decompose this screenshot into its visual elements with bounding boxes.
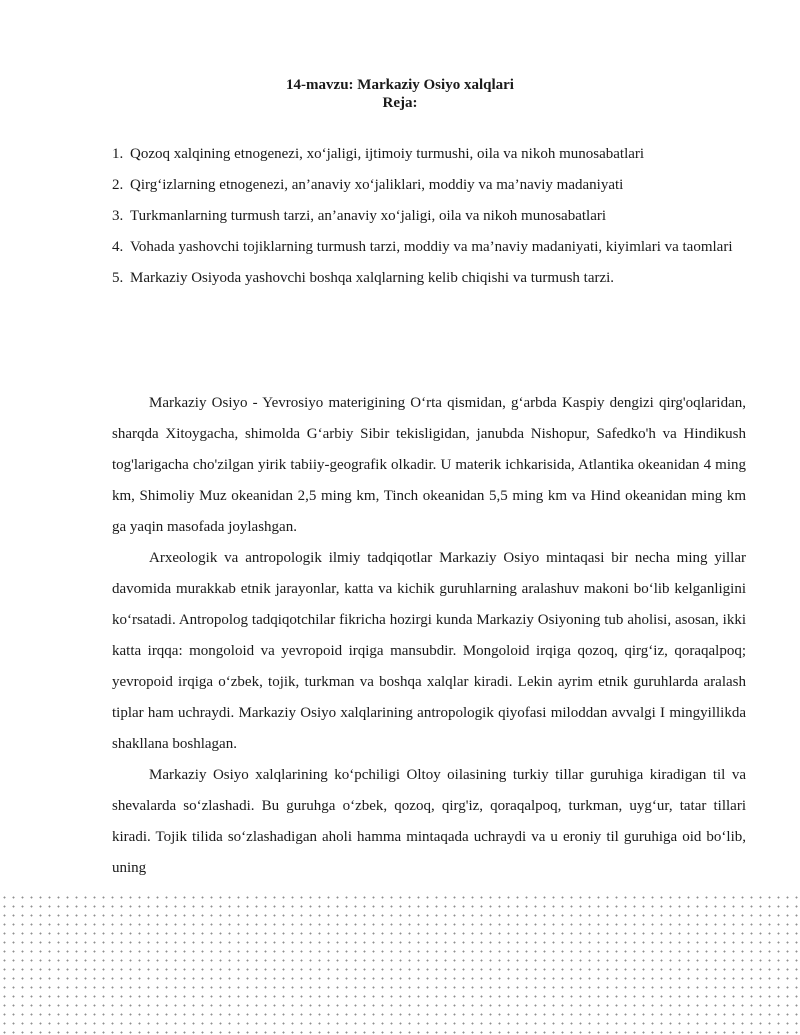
plan-item-text: Qozoq xalqining etnogenezi, xo‘jaligi, ijtimoiy turmushi, oila va nikoh munosabatlari [130, 146, 645, 162]
plan-item [112, 139, 746, 170]
plan-item [112, 170, 746, 201]
plan-item-number: 4. [112, 239, 124, 255]
plan-heading: Reja: [382, 95, 418, 111]
paragraph: Markaziy Osiyo - Yevrosiyo materigining O‘rta qismidan, g‘arbda Kaspiy dengizi qirg'oqlaridan, sharqda Xitoygacha, shimolda G‘arbiy Sibir tekisligidan, janubda Nishopur, Safedko'h va Hindikush tog'larigacha cho'zilgan yirik tabiiy-geografik olkadir. U materik ichkarisida, Atlantika okeanidan 4 ming km, Shimoliy Muz okeanidan 2,5 ming km, Tinch okeanidan 5,5 ming km va Hind okeanidan ming km ga yaqin masofada joylashgan. [112, 395, 746, 535]
plan-item-number: 5. [112, 270, 124, 286]
plan-item [112, 263, 746, 294]
plan-item-number: 3. [112, 208, 124, 224]
paragraph: Arxeologik va antropologik ilmiy tadqiqotlar Markaziy Osiyo mintaqasi bir necha ming yillar davomida murakkab etnik jarayonlar, katta va kichik guruhlarning aralashuv makoni bo‘lib kelganligini ko‘rsatadi. Antropolog tadqiqotchilar fikricha hozirgi kunda Markaziy Osiyoning tub aholisi, asosan, ikki katta irqqa: mongoloid va yevropoid irqiga mansubdir. Mongoloid irqiga qozoq, qirg‘iz, qoraqalpoq; yevropoid irqiga o‘zbek, tojik, turkman va boshqa xalqlar kiradi. Lekin ayrim etnik guruhlarda aralash tiplar ham uchraydi. Markaziy Osiyo xalqlarining antropologik qiyofasi miloddan avvalgi I mingyillikda shakllana boshlagan. [112, 550, 746, 752]
title-block [0, 76, 800, 112]
preview-fade-overlay [0, 893, 800, 1035]
plan-item-number: 1. [112, 146, 124, 162]
paragraph: Markaziy Osiyo xalqlarining ko‘pchiligi Oltoy oilasining turkiy tillar guruhiga kiradigan til va shevalarda so‘zlashadi. Bu guruhga o‘zbek, qozoq, qirg'iz, qoraqalpoq, turkman, uyg‘ur, tatar tillari kiradi. Tojik tilida so‘zlashadigan aholi hamma mintaqada uchraydi va u eroniy til guruhiga oid bo‘lib, uning [112, 767, 746, 876]
body-text [112, 388, 746, 884]
plan-item-text: Turkmanlarning turmush tarzi, an’anaviy xo‘jaligi, oila va nikoh munosabatlari [130, 208, 607, 224]
plan-list [112, 139, 746, 294]
plan-item [112, 201, 746, 232]
page-title: 14-mavzu: Markaziy Osiyo xalqlari [286, 77, 514, 93]
plan-item-text: Markaziy Osiyoda yashovchi boshqa xalqlarning kelib chiqishi va turmush tarzi. [130, 270, 615, 286]
plan-item-text: Vohada yashovchi tojiklarning turmush tarzi, moddiy va ma’naviy madaniyati, kiyimlari va taomlari [130, 239, 733, 255]
plan-item-number: 2. [112, 177, 124, 193]
plan-item [112, 232, 746, 263]
plan-item-text: Qirg‘izlarning etnogenezi, an’anaviy xo‘jaliklari, moddiy va ma’naviy madaniyati [130, 177, 624, 193]
